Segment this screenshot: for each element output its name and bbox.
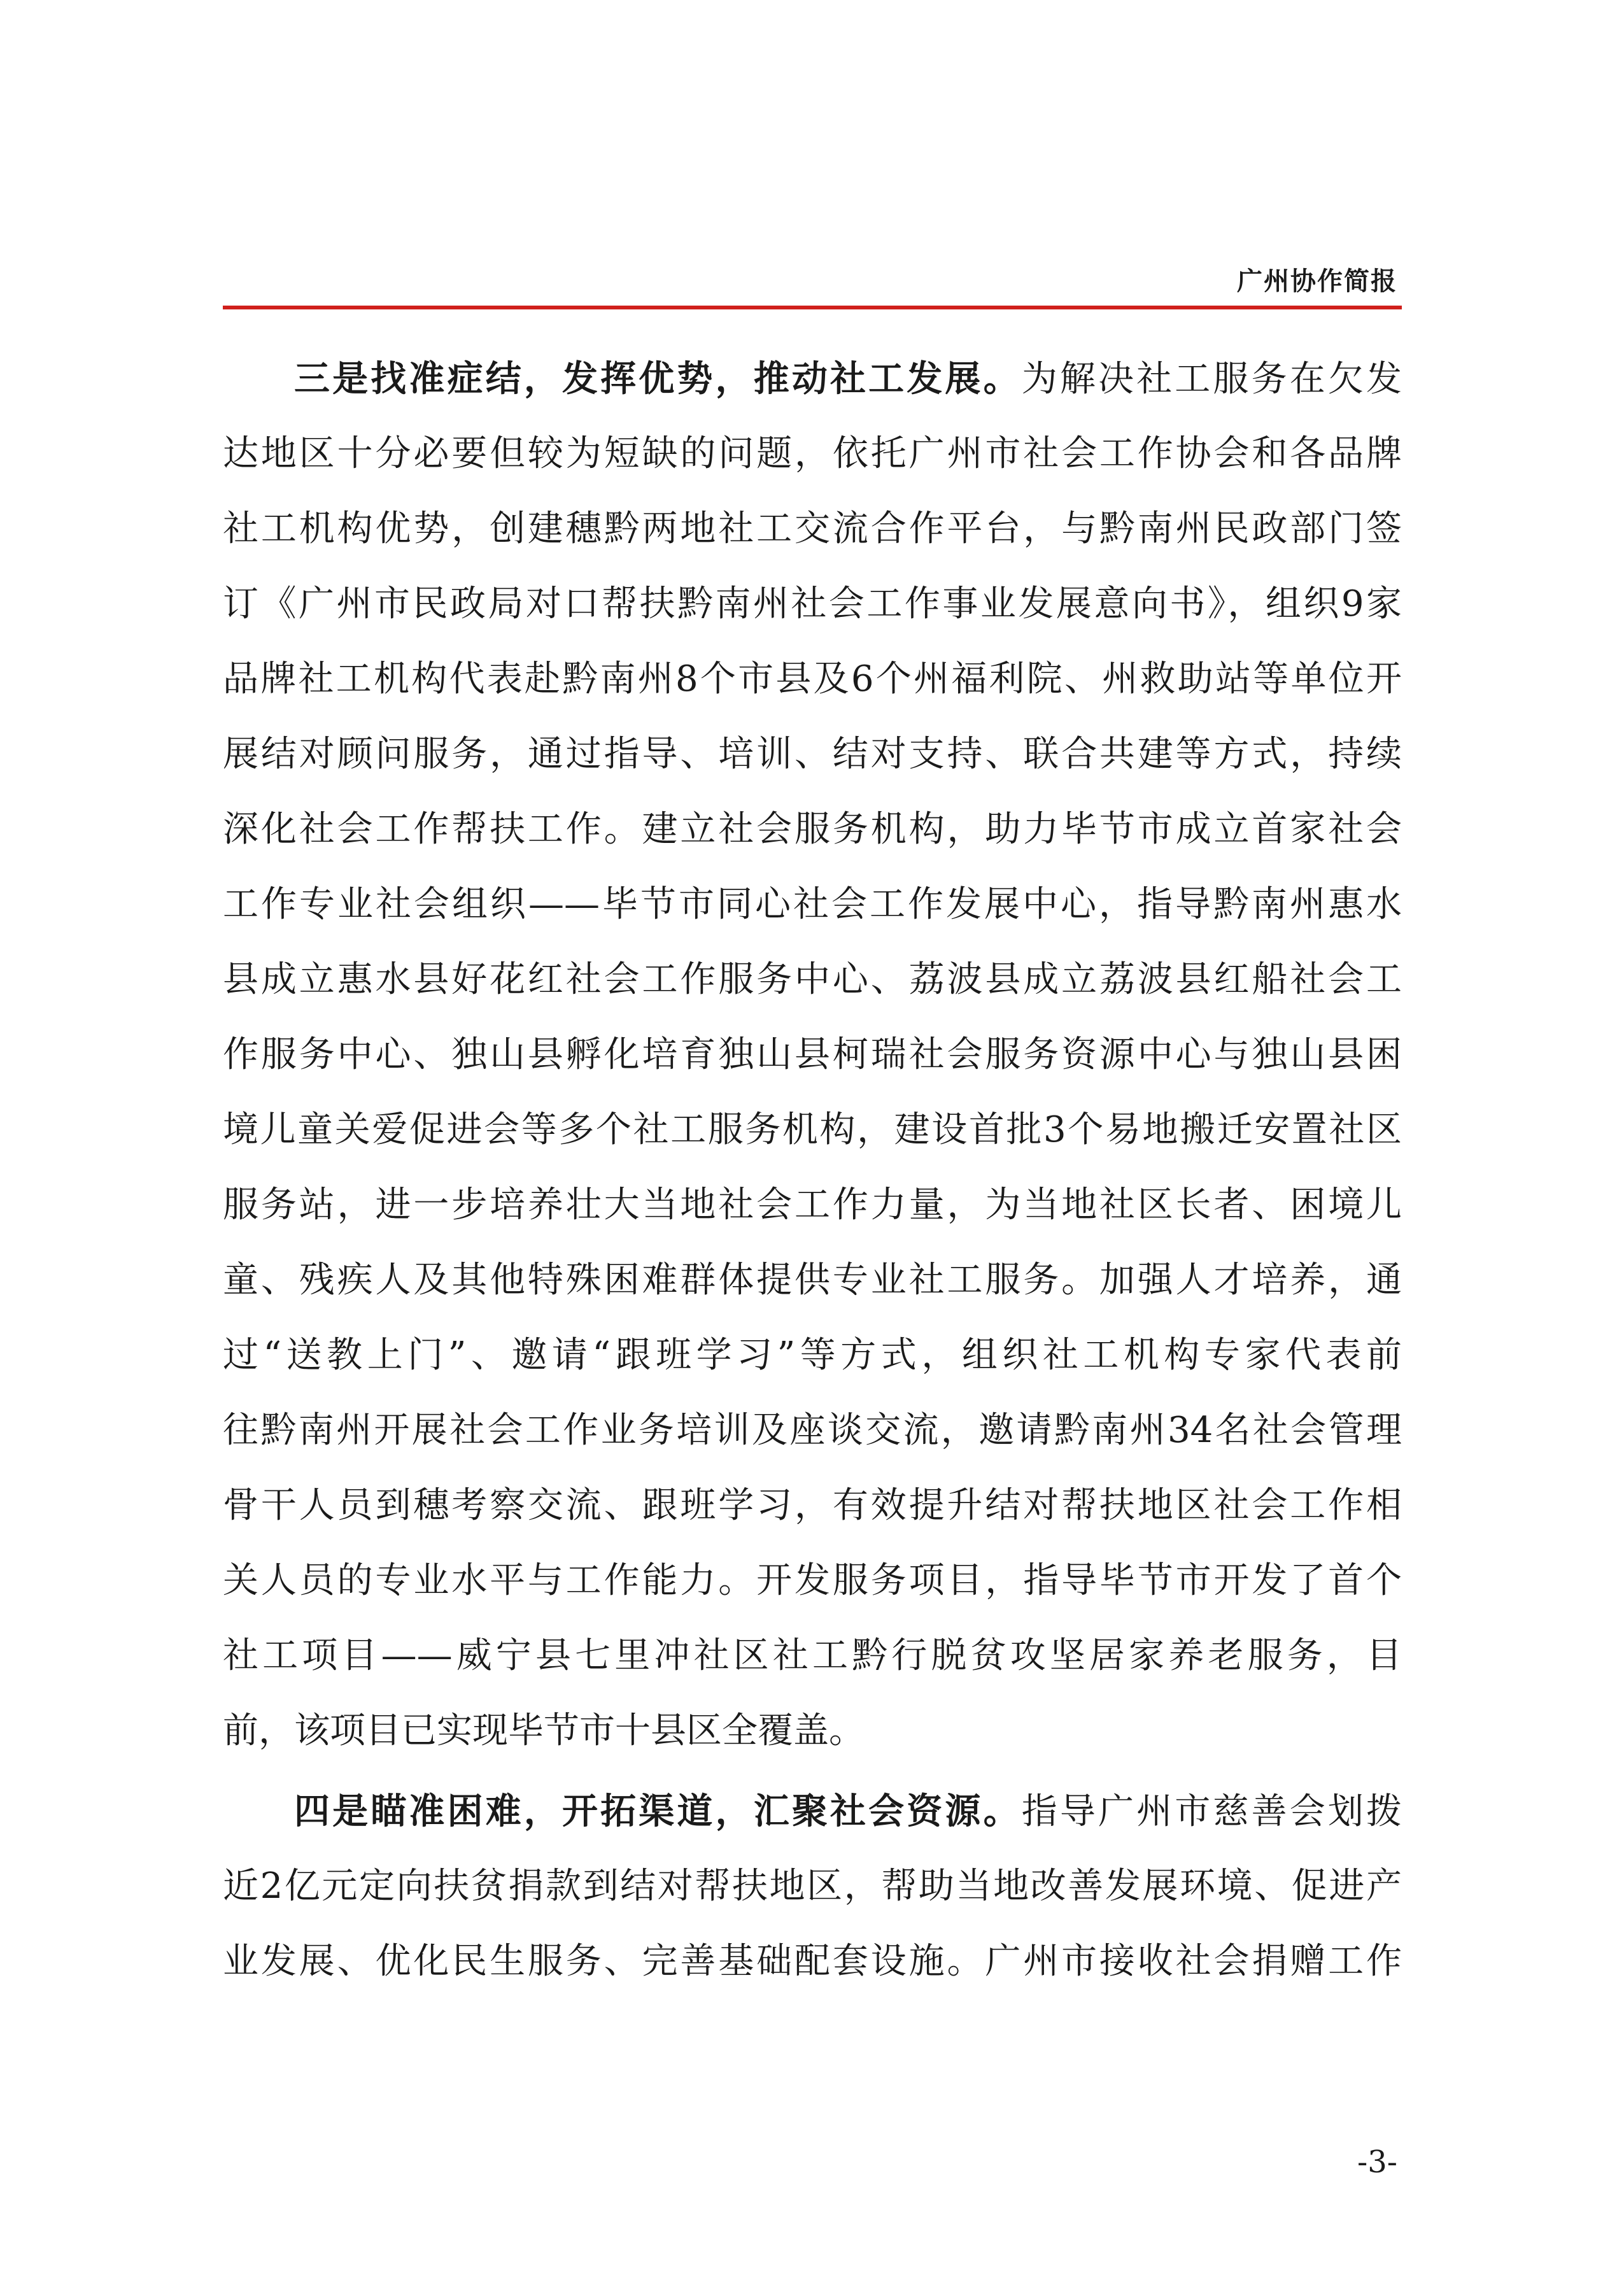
paragraph-1-line: 社工项目——威宁县七里冲社区社工黔行脱贫攻坚居家养老服务，目 [223,1635,1402,1676]
paragraph-1-line: 童、残疾人及其他特殊困难群体提供专业社工服务。加强人才培养，通 [223,1259,1402,1301]
publication-title: 广州协作简报 [1237,266,1397,296]
paragraph-1-line: 县成立惠水县好花红社会工作服务中心、荔波县成立荔波县红船社会工 [223,959,1402,1000]
paragraph-1-line: 展结对顾问服务，通过指导、培训、结对支持、联合共建等方式，持续 [223,733,1402,775]
paragraph-1-line: 服务站，进一步培养壮大当地社会工作力量，为当地社区长者、困境儿 [223,1184,1402,1226]
paragraph-2-first-rest: 指导广州市慈善会划拨 [1021,1791,1402,1832]
paragraph-1-line: 社工机构优势，创建穗黔两地社工交流合作平台，与黔南州民政部门签 [223,508,1402,549]
paragraph-1-line: 关人员的专业水平与工作能力。开发服务项目，指导毕节市开发了首个 [223,1560,1402,1601]
paragraph-1-lead: 三是找准症结，发挥优势，推动社工发展。 [294,358,1022,400]
paragraph-1-line: 品牌社工机构代表赴黔南州8个市县及6个州福利院、州救助站等单位开 [223,658,1402,700]
paragraph-1-first-line [223,341,1402,416]
paragraph-1-line: 作服务中心、独山县孵化培育独山县柯瑞社会服务资源中心与独山县困 [223,1034,1402,1075]
paragraph-1-line: 达地区十分必要但较为短缺的问题，依托广州市社会工作协会和各品牌 [223,433,1402,474]
paragraph-2-lead: 四是瞄准困难，开拓渠道，汇聚社会资源。 [294,1790,1022,1832]
paragraph-1-line: 前，该项目已实现毕节市十县区全覆盖。 [223,1710,865,1751]
paragraph-1-line: 深化社会工作帮扶工作。建立社会服务机构，助力毕节市成立首家社会 [223,809,1402,850]
paragraph-1-line: 往黔南州开展社会工作业务培训及座谈交流，邀请黔南州34名社会管理 [223,1410,1402,1451]
paragraph-1-line: 境儿童关爱促进会等多个社工服务机构，建设首批3个易地搬迁安置社区 [223,1109,1402,1150]
paragraph-1-first-rest: 为解决社工服务在欠发 [1021,358,1402,400]
header-divider [223,306,1402,309]
page-number: -3- [1357,2144,1397,2180]
paragraph-2-line: 业发展、优化民生服务、完善基础配套设施。广州市接收社会捐赠工作 [223,1941,1402,1982]
paragraph-1-line: 骨干人员到穗考察交流、跟班学习，有效提升结对帮扶地区社会工作相 [223,1485,1402,1526]
paragraph-2-first-line [223,1774,1402,1849]
paragraph-1-line: 工作专业社会组织——毕节市同心社会工作发展中心，指导黔南州惠水 [223,884,1402,925]
paragraph-gap [223,1769,1402,1774]
body-text [223,341,1402,1999]
paragraph-1-line: 订《广州市民政局对口帮扶黔南州社会工作事业发展意向书》，组织9家 [223,583,1402,625]
paragraph-2-line: 近2亿元定向扶贫捐款到结对帮扶地区，帮助当地改善发展环境、促进产 [223,1865,1402,1907]
paragraph-1-line: 过“送教上门”、邀请“跟班学习”等方式，组织社工机构专家代表前 [223,1334,1402,1376]
